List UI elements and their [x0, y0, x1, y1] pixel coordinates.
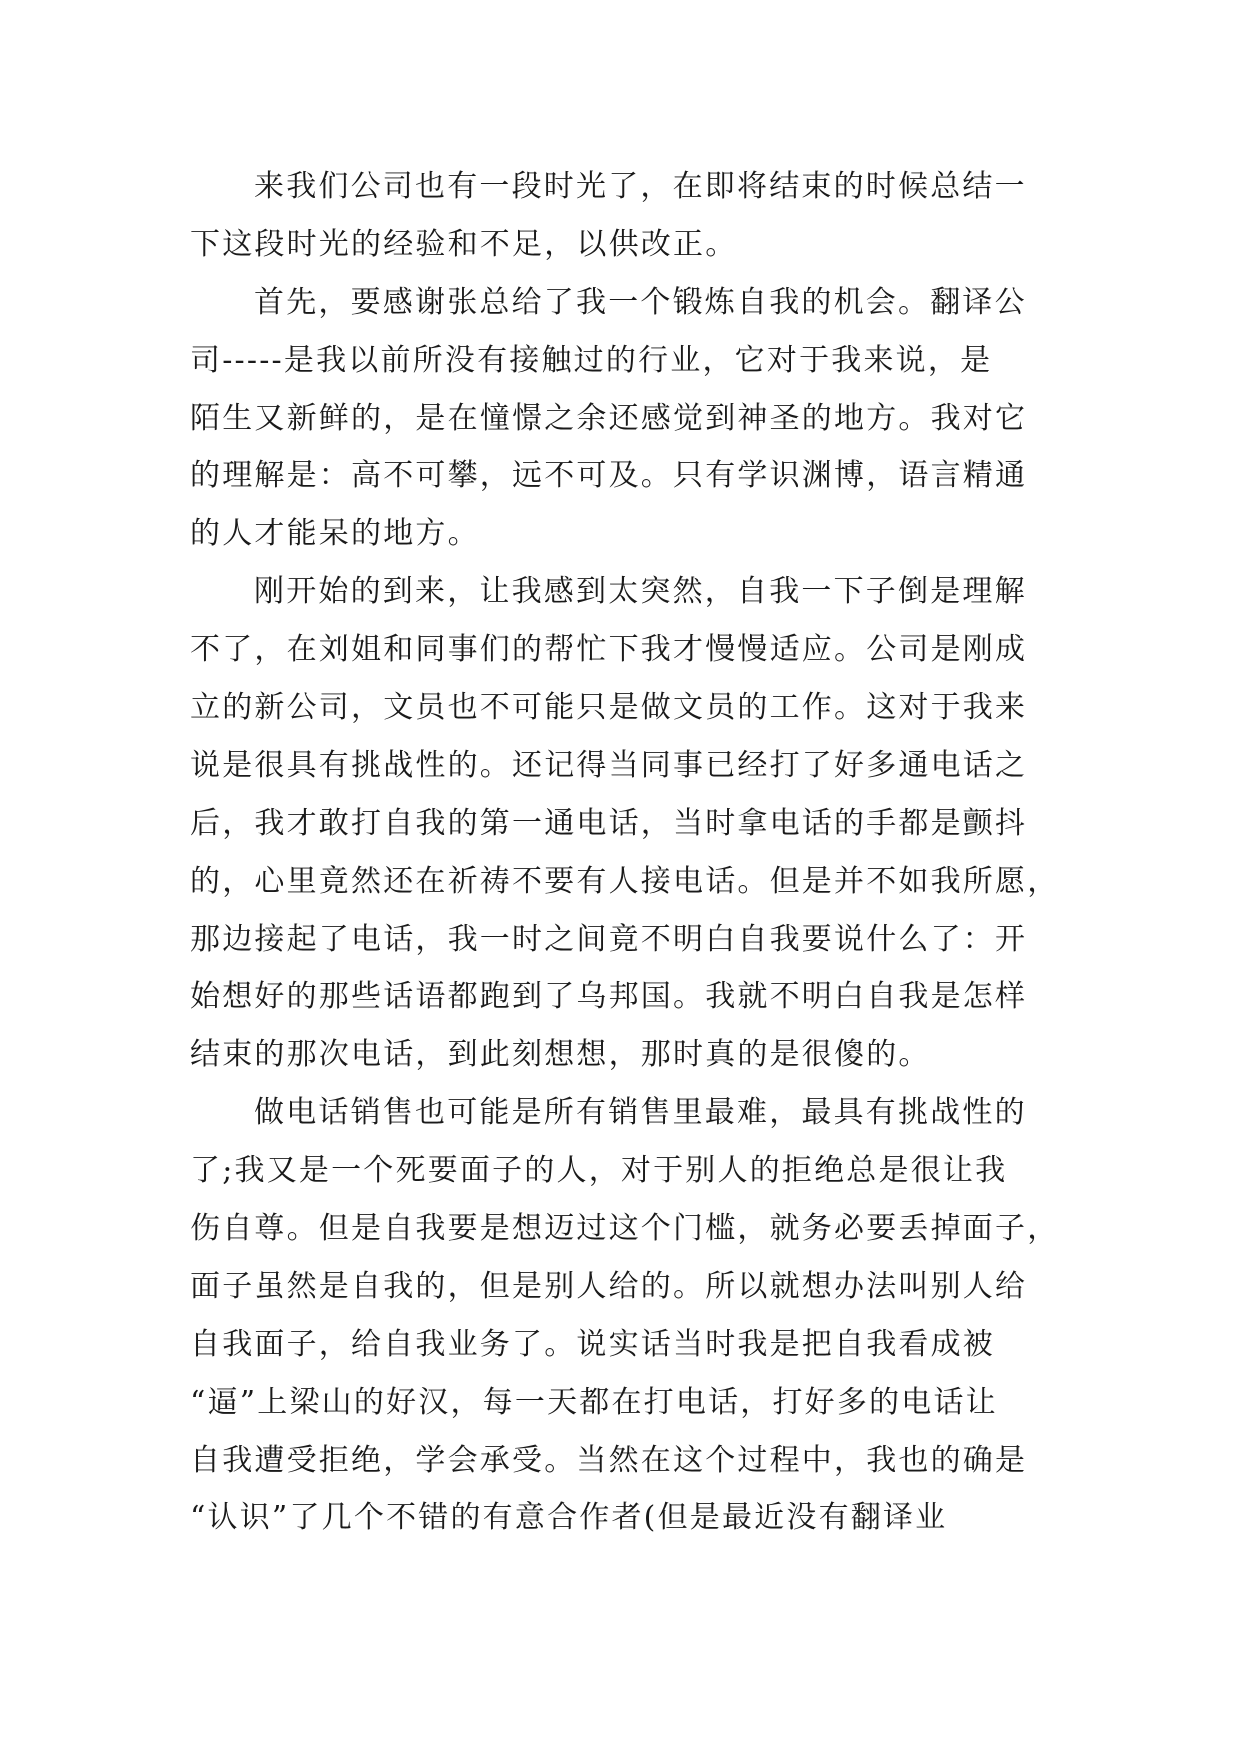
paragraph-1 [190, 158, 1050, 274]
text-line: 下这段时光的经验和不足，以供改正。 [190, 226, 738, 262]
text-line: 立的新公司，文员也不可能只是做文员的工作。这对于我来 [190, 690, 1028, 726]
text-line: 的理解是：高不可攀，远不可及。只有学识渊博，语言精通 [190, 458, 1028, 494]
text-line: 面子虽然是自我的，但是别人给的。所以就想办法叫别人给 [190, 1268, 1028, 1304]
paragraph-2 [190, 274, 1050, 563]
text-line: “认识”了几个不错的有意合作者(但是最近没有翻译业 [190, 1500, 948, 1536]
text-line: “逼”上梁山的好汉，每一天都在打电话，打好多的电话让 [190, 1384, 998, 1420]
text-line: 自我面子，给自我业务了。说实话当时我是把自我看成被 [190, 1326, 995, 1362]
text-line: 来我们公司也有一段时光了，在即将结束的时候总结一 [254, 169, 1027, 204]
paragraph-3 [190, 563, 1060, 1084]
document-body [190, 158, 1060, 1547]
text-line: 陌生又新鲜的，是在憧憬之余还感觉到神圣的地方。我对它 [190, 400, 1028, 436]
text-line: 伤自尊。但是自我要是想迈过这个门槛，就务必要丢掉面子， [190, 1211, 1060, 1247]
text-line: 的，心里竟然还在祈祷不要有人接电话。但是并不如我所愿， [190, 863, 1060, 899]
text-line: 首先，要感谢张总给了我一个锻炼自我的机会。翻译公 [254, 284, 1027, 320]
text-line: 司-----是我以前所没有接触过的行业，它对于我来说，是 [190, 342, 993, 378]
paragraph-4 [190, 1084, 1060, 1547]
text-line: 不了，在刘姐和同事们的帮忙下我才慢慢适应。公司是刚成 [190, 632, 1028, 668]
text-line: 刚开始的到来，让我感到太突然，自我一下子倒是理解 [254, 574, 1027, 610]
text-line: 后，我才敢打自我的第一通电话，当时拿电话的手都是颤抖 [190, 805, 1028, 841]
text-line: 说是很具有挑战性的。还记得当同事已经打了好多通电话之 [190, 747, 1028, 783]
text-line: 那边接起了电话，我一时之间竟不明白自我要说什么了：开 [190, 921, 1028, 957]
text-line: 做电话销售也可能是所有销售里最难，最具有挑战性的 [254, 1095, 1027, 1131]
text-line: 始想好的那些话语都跑到了乌邦国。我就不明白自我是怎样 [190, 979, 1028, 1015]
text-line: 自我遭受拒绝，学会承受。当然在这个过程中，我也的确是 [190, 1442, 1028, 1478]
text-line: 结束的那次电话，到此刻想想，那时真的是很傻的。 [190, 1037, 931, 1073]
text-line: 了;我又是一个死要面子的人，对于别人的拒绝总是很让我 [190, 1153, 1008, 1189]
text-line: 的人才能呆的地方。 [190, 516, 480, 552]
